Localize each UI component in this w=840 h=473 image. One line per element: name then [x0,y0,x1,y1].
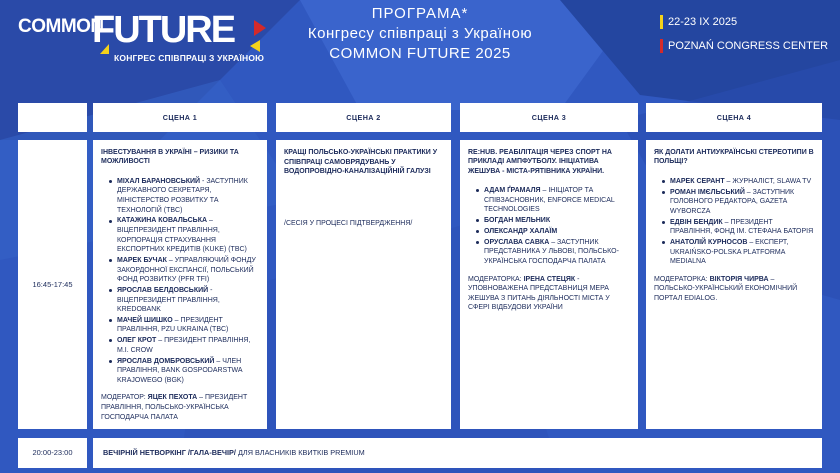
moderator-label: МОДЕРАТОРКА: [654,275,710,283]
speaker-item [662,188,814,217]
session-title: ІНВЕСТУВАННЯ В УКРАЇНІ – РИЗИКИ ТА МОЖЛИВОСТІ [101,149,239,166]
session-title: RE:HUB. РЕАБІЛІТАЦІЯ ЧЕРЕЗ СПОРТ НА ПРИКЛАДІ АМПФУТБОЛУ. ІНІЦІАТИВА ЖЕШУВА - МІСТА-РЯТІВНИКА УКРАЇНИ. [468,149,612,175]
speaker-list [109,177,259,386]
speaker-name: БОГДАН МЕЛЬНИК [484,217,551,225]
speaker-role: – ЧЛЕН ПРАВЛІННЯ, BANK GOSPODARSTWA KRAJOWEGO (BGK) [117,357,243,384]
speaker-role: - ЗАСТУПНИК ДЕРЖАВНОГО СЕКРЕТАРЯ, МІНІСТЕРСТВО РОЗВИТКУ ТА ТЕХНОЛОГІЙ (TBC) [117,177,248,214]
evening-networking [93,438,822,468]
logo-triangle-yellow-icon [100,44,109,54]
speaker-role: – ЗАСТУПНИК ГОЛОВНОГО РЕДАКТОРА, GAZETA WYBORCZA [670,188,795,215]
time-slot-1: 16:45-17:45 [18,140,87,429]
logo-common-text: COMMON [18,16,104,37]
session-scene-1 [93,140,267,429]
speaker-name: ЕДВІН БЕНДИК [670,218,723,226]
moderator [101,393,259,422]
speaker-name: ЯРОСЛАВ БЕЛДОВСЬКИЙ [117,286,209,294]
speaker-role: – ПРЕЗИДЕНТ ПРАВЛІННЯ, M.I. CROW [117,337,251,354]
speaker-role: – ІНІЦІАТОР ТА СПІВЗАСНОВНИК, ENFORCE MEDICAL TECHNOLOGIES [484,187,615,214]
time-slot-2: 20:00-23:00 [18,438,87,468]
red-bar-icon [660,39,663,53]
speaker-item [109,177,259,215]
moderator-role: – ПОЛЬСЬКО-УКРАЇНСЬКИЙ ЕКОНОМІЧНИЙ ПОРТАЛ EDIALOG. [654,275,798,302]
speaker-item [476,216,630,226]
speaker-name: МАЧЕЙ ШИШКО [117,316,173,324]
speaker-item [109,256,259,285]
column-header-scene-3: СЦЕНА 3 [460,103,638,132]
speaker-item [476,227,630,237]
speaker-role: – ПРЕЗИДЕНТ ПРАВЛІННЯ, PZU UKRAINA (TBC) [117,316,229,334]
column-header-scene-1: СЦЕНА 1 [93,103,267,132]
logo-future-text: FUTURE [92,9,235,51]
speaker-item [109,316,259,335]
session-title: КРАЩІ ПОЛЬСЬКО-УКРАЇНСЬКІ ПРАКТИКИ У СПІВПРАЦІ САМОВРЯДУВАНЬ У ВОДОПРОВІДНО-КАНАЛІЗАЦІЙНІЙ ГАЛУЗІ [284,149,438,176]
session-scene-3 [460,140,638,429]
moderator-name: ВІКТОРІЯ ЧИРВА [709,275,769,283]
speaker-item [109,357,259,386]
session-scene-2 [276,140,451,429]
speaker-role: - ВІЦЕПРЕЗИДЕНТ ПРАВЛІННЯ, KREDOBANK [117,286,220,314]
speaker-name: КАТАЖИНА КОВАЛЬСЬКА [117,217,208,225]
speaker-item [662,177,814,187]
speaker-name: АДАМ ҐРАМАЛЯ [484,187,541,195]
moderator-role: – ПРЕЗИДЕНТ ПРАВЛІННЯ, ПОЛЬСЬКО-УКРАЇНСЬКА ГОСПОДАРЧА ПАЛАТА [101,394,248,421]
speaker-name: МАРЕК СЕРАНТ [670,177,725,185]
title-line-1: ПРОГРАМА* [371,5,469,22]
evening-description: ДЛЯ ВЛАСНИКІВ КВИТКІВ PREMIUM [235,448,365,458]
moderator-role: - УПОВНОВАЖЕНА ПРЕДСТАВНИЦЯ МЕРА ЖЕШУВА З ПИТАНЬ ДІЯЛЬНОСТІ МІСТА У СФЕРІ ВІДБУДОВИ УКРАЇНИ [468,275,610,312]
speaker-name: ОЛЕКСАНДР ХАЛАЇМ [484,227,558,235]
header-time-cell [18,103,87,132]
moderator-label: МОДЕРАТОРКА: [468,275,524,283]
speaker-role: – ПРЕЗИДЕНТ ПРАВЛІННЯ, ФОНД ІМ. СТЕФАНА БАТОРІЯ [670,218,814,236]
event-date: 22-23 IX 2025 [668,16,738,28]
speaker-role: – ВІЦЕПРЕЗИДЕНТ ПРАВЛІННЯ, КОРПОРАЦІЯ СТРАХУВАННЯ ЕКСПОРТНИХ КРЕДИТІВ (KUKE) (TBC) [117,217,247,254]
moderator [468,275,630,313]
moderator-name: ІРЕНА СТЕЦЯК [523,275,576,283]
speaker-list [476,186,630,266]
speaker-name: АНАТОЛІЙ КУРНОСОВ [670,238,748,246]
speaker-item [109,336,259,355]
yellow-bar-icon [660,15,663,29]
event-date-row [660,14,828,30]
moderator-name: ЯЦЕК ПЕХОТА [147,394,198,402]
speaker-item [109,286,259,315]
speaker-role: – ЗАСТУПНИК ПРЕДСТАВНИКА У ЛЬВОВІ, ПОЛЬСЬКО-УКРАЇНСЬКА ГОСПОДАРЧА ПАЛАТА [484,238,619,265]
session-title: ЯК ДОЛАТИ АНТИУКРАЇНСЬКІ СТЕРЕОТИПИ В ПОЛЬЩІ? [654,149,814,166]
speaker-role: – ЖУРНАЛІСТ, SLAWA TV [724,177,812,185]
event-info [660,14,828,54]
speaker-name: ОРУСЛАВА САВКА [484,238,550,246]
logo-subtitle: КОНГРЕС СПІВПРАЦІ З УКРАЇНОЮ [114,53,265,63]
column-header-scene-2: СЦЕНА 2 [276,103,451,132]
speaker-item [476,238,630,267]
speaker-item [662,238,814,267]
speaker-name: МІХАЛ БАРАНОВСЬКИЙ [117,177,201,185]
evening-title: ВЕЧІРНІЙ НЕТВОРКІНГ /ГАЛА-ВЕЧІР/ [103,448,236,458]
column-header-scene-4: СЦЕНА 4 [646,103,822,132]
speaker-item [476,186,630,215]
logo [18,10,268,68]
speaker-role: – ЕКСПЕРТ, UKRAIŃSKO-POLSKA PLATFORMA MEDIALNA [670,238,789,266]
program-title [290,4,550,64]
event-venue-row [660,38,828,54]
speaker-name: ОЛЕГ КРОТ [117,337,157,345]
moderator [654,275,814,304]
title-line-2: Конгресу співпраці з Україною [307,25,533,42]
speaker-name: ЯРОСЛАВ ДОМБРОВСЬКИЙ [117,357,215,365]
moderator-label: МОДЕРАТОР: [101,394,148,402]
event-venue: POZNAŃ CONGRESS CENTER [668,40,829,52]
logo-triangle-yellow-small-icon [250,40,260,52]
logo-triangle-red-icon [254,20,266,36]
speaker-list [662,177,814,267]
session-note: /СЕСІЯ У ПРОЦЕСІ ПІДТВЕРДЖЕННЯ/ [284,219,413,227]
speaker-item [662,218,814,237]
speaker-role: – УПРАВЛЯЮЧИЙ ФОНДУ ЗАКОРДОННОЇ ЕКСПАНСІЇ, ПОЛЬСЬКИЙ ФОНД РОЗВИТКУ (PFR TFI) [117,256,256,284]
session-scene-4 [646,140,822,429]
title-line-3: COMMON FUTURE 2025 [329,45,511,62]
speaker-name: МАРЕК БУЧАК [117,256,167,264]
speaker-item [109,216,259,254]
speaker-name: РОМАН ІМЄЛЬСЬКИЙ [670,188,745,196]
